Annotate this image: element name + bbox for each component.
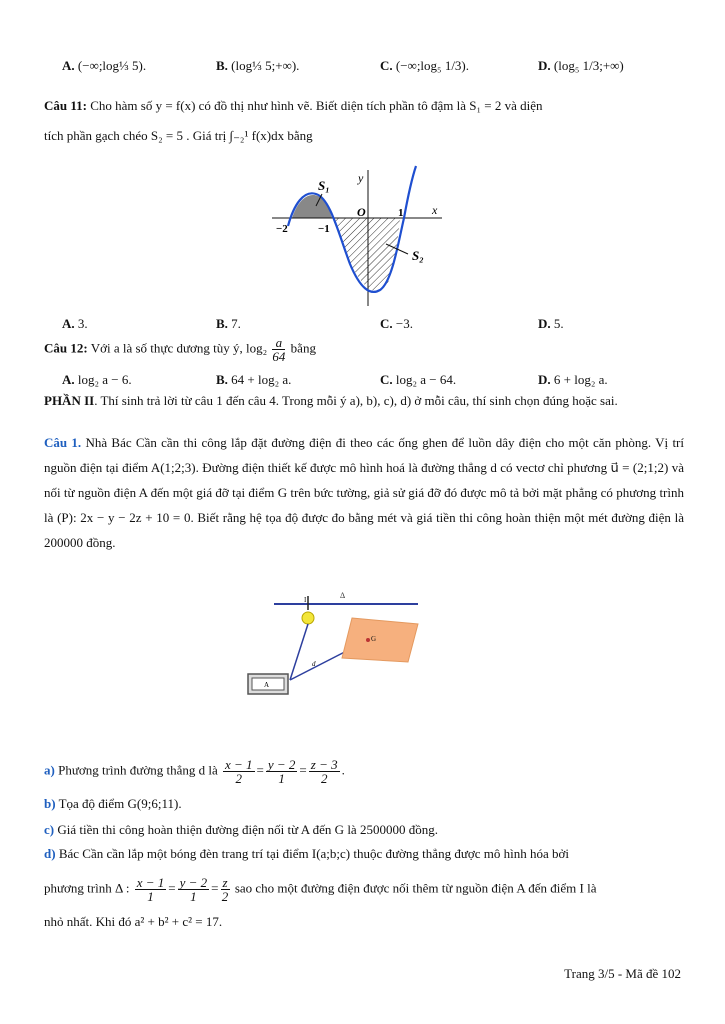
fraction-denominator: 64 xyxy=(272,349,286,364)
fraction-denominator: 2 xyxy=(221,889,229,904)
fraction-numerator: a xyxy=(272,336,285,350)
c1-paragraph xyxy=(44,430,684,555)
fraction-numerator: z xyxy=(222,875,228,890)
option-text: (−∞;log⅓ 5). xyxy=(77,58,147,73)
fraction-numerator: z − 3 xyxy=(310,757,338,772)
origin-label: O xyxy=(357,205,366,219)
option-letter: B. xyxy=(216,316,228,331)
bulb-icon xyxy=(302,612,314,624)
wall-plane xyxy=(342,618,418,662)
question-label: Câu 11: xyxy=(44,98,87,113)
q12-option-c xyxy=(380,372,456,388)
fraction xyxy=(309,758,340,785)
q11-option-b xyxy=(216,316,241,332)
top-option-c xyxy=(380,58,469,74)
item-d-line1 xyxy=(44,846,569,862)
item-c xyxy=(44,822,438,838)
item-d-line3 xyxy=(44,914,222,930)
option-text: (log⅓ 5;+∞). xyxy=(231,58,300,73)
function-graph xyxy=(262,160,452,310)
option-letter: A. xyxy=(62,316,75,331)
option-letter: D. xyxy=(538,316,551,331)
item-text: nhỏ nhất. Khi đó a² + b² + c² = 17. xyxy=(44,914,223,929)
item-text: Giá tiền thi công hoàn thiện đường điện nối từ A đến G là 2500000 đồng. xyxy=(57,822,438,837)
q12-option-b xyxy=(216,372,291,388)
option-text: −3. xyxy=(395,316,413,331)
option-letter: A. xyxy=(62,372,75,387)
question-text: Cho hàm số y = f(x) có đồ thị như hình vẽ. Biết diện tích phần tô đậm là S₁ = 2 và diện xyxy=(90,98,543,113)
part-text: . Thí sinh trả lời từ câu 1 đến câu 4. Trong mỗi ý a), b), c), d) ở mỗi câu, thí sinh chọn đúng hoặc sai. xyxy=(94,393,618,408)
top-option-a xyxy=(62,58,146,74)
question-label: Câu 1. xyxy=(44,435,82,450)
q12-option-d xyxy=(538,372,608,388)
item-label: c) xyxy=(44,822,55,837)
g-label: G xyxy=(371,635,377,643)
q12-line xyxy=(44,336,316,363)
option-text: (log₅ 1/3;+∞) xyxy=(553,58,624,73)
a-label: A xyxy=(264,681,270,689)
question-label: Câu 12: xyxy=(44,340,88,356)
q12-option-a xyxy=(62,372,132,388)
item-text: phương trình Δ : xyxy=(44,880,130,896)
q11-option-c xyxy=(380,316,413,332)
option-text: log₂ a − 6. xyxy=(77,372,132,387)
d-label: d xyxy=(312,660,316,668)
option-letter: D. xyxy=(538,372,551,387)
s1-label: S₁ xyxy=(318,178,330,193)
item-text: Phương trình đường thẳng d là xyxy=(58,762,218,778)
question-text: Nhà Bác Cần cần thi công lắp đặt đường điện đi theo các ống ghen để luồn dây điện cho một căn phòng. Vị trí nguồn điện tại điểm A(1;2;3). Đường điện thiết kế được mô hình hoá là đường thẳng d có vectơ chỉ phương u⃗ = (2;1;2) và nối từ nguồn điện A đến một giá đỡ tại điểm G trên bức tường, giả sử giá đỡ đó được mô tả bởi mặt phẳng có phương trình là (P): 2x − y − 2z + 10 = 0. Biết rằng hệ tọa độ được đo bằng mét và giá tiền thi công hoàn thiện một mét đường điện là 200000 đồng. xyxy=(44,435,685,550)
q11-option-d xyxy=(538,316,564,332)
option-text: 7. xyxy=(231,316,241,331)
item-text: sao cho một đường điện được nối thêm từ nguồn điện A đến điểm I là xyxy=(234,880,597,896)
fraction-denominator: 2 xyxy=(320,771,328,786)
s1-region xyxy=(292,195,332,218)
q11-line2 xyxy=(44,128,313,144)
question-text: Với a là số thực dương tùy ý, log₂ xyxy=(90,340,268,356)
page-footer xyxy=(564,966,681,982)
delta-label: Δ xyxy=(340,591,346,600)
point-g xyxy=(366,638,370,642)
fraction xyxy=(223,758,255,785)
s2-label: S₂ xyxy=(412,248,424,263)
q11-option-a xyxy=(62,316,88,332)
fraction-numerator: y − 2 xyxy=(267,757,296,772)
option-letter: D. xyxy=(538,58,551,73)
option-letter: B. xyxy=(216,372,228,387)
fraction xyxy=(178,876,210,903)
top-option-b xyxy=(216,58,299,74)
item-label: d) xyxy=(44,846,56,861)
option-letter: A. xyxy=(62,58,75,73)
x-label: x xyxy=(432,203,438,217)
option-letter: C. xyxy=(380,58,393,73)
tick-minus-2: −2 xyxy=(276,223,288,235)
item-d-line2: phương trình Δ : $\frac{x - 1}{1}$ = $\frac{y - 2}{1}$ = $\frac{z}{2}$ sao cho một đường điện được nối thêm từ nguồn điện A đến điểm I là xyxy=(44,875,597,904)
question-text: bằng xyxy=(290,340,316,356)
tick-1: 1 xyxy=(398,207,404,219)
option-text: 3. xyxy=(77,316,88,331)
fraction-numerator: x − 1 xyxy=(224,757,253,772)
fraction-denominator: 1 xyxy=(278,771,285,786)
fraction xyxy=(266,758,298,785)
y-label: y xyxy=(358,171,364,185)
q11-line1 xyxy=(44,98,543,114)
fraction-denominator: 1 xyxy=(147,889,154,904)
fraction-denominator: 1 xyxy=(190,889,197,904)
item-label: b) xyxy=(44,796,56,811)
fraction-denominator: 2 xyxy=(235,771,242,786)
i-label: I xyxy=(304,596,307,604)
option-letter: C. xyxy=(380,316,393,331)
s2-region xyxy=(332,218,400,291)
option-text: 64 + log₂ a. xyxy=(231,372,292,387)
footer-text: Trang 3/5 - Mã đề 102 xyxy=(564,966,681,981)
top-option-d xyxy=(538,58,624,74)
option-text: 5. xyxy=(553,316,564,331)
item-a: a) Phương trình đường thẳng d là $\frac{x - 1}{2}$ = $\frac{y - 2}{1}$ = $\frac{z - 3}{2}$ . xyxy=(44,757,345,786)
fraction xyxy=(135,876,167,903)
item-label: a) xyxy=(44,762,55,778)
option-text: 6 + log₂ a. xyxy=(553,372,608,387)
option-letter: B. xyxy=(216,58,228,73)
part2-instructions xyxy=(44,391,684,410)
option-text: (−∞;log₅ 1/3). xyxy=(395,58,470,73)
fraction xyxy=(221,876,230,903)
fraction-numerator: y − 2 xyxy=(179,875,208,890)
question-text: tích phần gạch chéo S₂ = 5 . Giá trị ∫₋₂¹ f(x)dx bằng xyxy=(44,128,313,143)
part-heading: PHẦN II xyxy=(44,393,95,408)
fraction xyxy=(272,336,285,363)
option-letter: C. xyxy=(380,372,393,387)
tick-minus-1: −1 xyxy=(318,223,330,235)
fraction-numerator: x − 1 xyxy=(136,875,165,890)
item-text: Bác Cần cần lắp một bóng đèn trang trí tại điểm I(a;b;c) thuộc đường thẳng được mô hình hóa bởi xyxy=(58,846,569,861)
item-b xyxy=(44,796,182,812)
wiring-figure xyxy=(240,588,425,703)
option-text: log₂ a − 64. xyxy=(395,372,457,387)
item-text: Tọa độ điểm G(9;6;11). xyxy=(58,796,182,811)
